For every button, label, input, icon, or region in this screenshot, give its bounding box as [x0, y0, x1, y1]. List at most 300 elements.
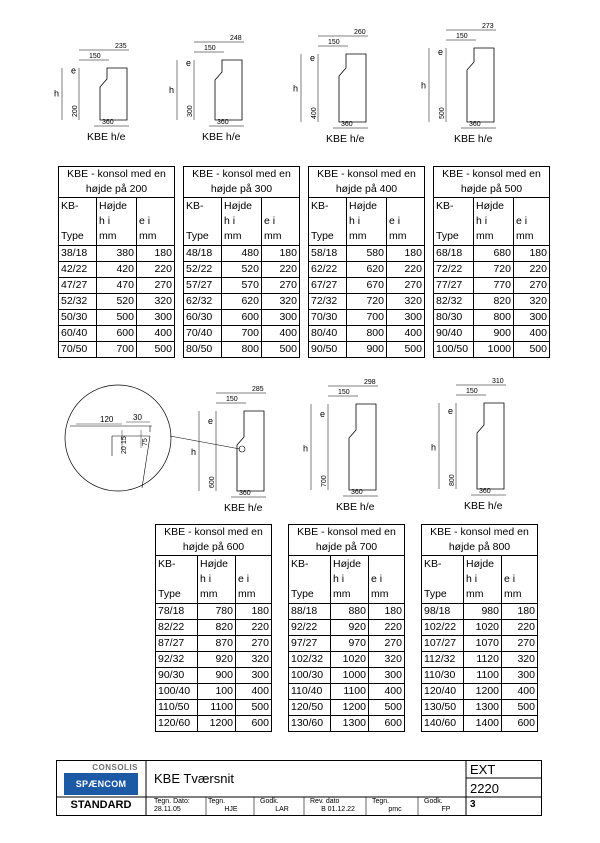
dim-150: 150 [456, 33, 468, 40]
kbe-profile [431, 378, 506, 512]
cell-type: 98/18 [422, 604, 464, 620]
profile-caption: KBE h/e [202, 131, 241, 143]
profile-caption: KBE h/e [336, 501, 375, 513]
field-label: Tegn. [372, 798, 390, 805]
cell-type: 52/22 [184, 262, 222, 278]
cell-e: 220 [514, 262, 550, 278]
cell-type: 107/27 [422, 636, 464, 652]
table-row [156, 604, 272, 620]
cell-e: 220 [262, 262, 300, 278]
col-header-height: Højde h i mm [97, 198, 137, 246]
dim-vert: 800 [449, 474, 456, 486]
cell-type: 38/18 [59, 246, 97, 262]
cell-e: 400 [514, 326, 550, 342]
field-label: Godk. [260, 798, 279, 805]
table-row [59, 246, 175, 262]
table-row [184, 246, 300, 262]
cell-type: 92/22 [289, 620, 331, 636]
table-row [184, 310, 300, 326]
cell-type: 80/50 [184, 342, 222, 358]
cell-type: 72/32 [309, 294, 347, 310]
field-value: B 01.12.22 [321, 806, 355, 813]
standard-label: STANDARD [70, 799, 132, 811]
kbe-profile [293, 29, 368, 145]
table-row [289, 620, 405, 636]
cell-type: 70/50 [59, 342, 97, 358]
cell-type: 70/30 [309, 310, 347, 326]
table-row [434, 294, 550, 310]
cell-height: 1000 [331, 668, 369, 684]
col-header-height: Højde h i mm [474, 198, 514, 246]
dim-h: h [54, 88, 60, 99]
cell-type: 47/27 [59, 278, 97, 294]
kbe-table [308, 166, 425, 358]
table-row [156, 652, 272, 668]
col-header-type: KB- Type [156, 556, 198, 604]
cell-height: 920 [331, 620, 369, 636]
cell-height: 620 [347, 262, 387, 278]
cell-type: 62/32 [184, 294, 222, 310]
cell-e: 270 [236, 636, 272, 652]
dim-vert: 400 [311, 107, 318, 119]
cell-height: 620 [222, 294, 262, 310]
cell-type: 120/60 [156, 716, 198, 732]
profile-caption: KBE h/e [87, 131, 126, 143]
table-row [59, 278, 175, 294]
dim-top: 273 [482, 23, 494, 30]
cell-height: 1200 [464, 684, 502, 700]
cell-type: 130/60 [289, 716, 331, 732]
table-row [422, 700, 538, 716]
cell-type: 110/50 [156, 700, 198, 716]
table-row [422, 636, 538, 652]
col-header-type: KB- Type [434, 198, 474, 246]
drawing-title: KBE Tværsnit [154, 771, 234, 786]
dim-e: e [186, 58, 192, 68]
col-header-type: KB- Type [309, 198, 347, 246]
cell-height: 1100 [464, 668, 502, 684]
cell-type: 80/30 [434, 310, 474, 326]
table-row [156, 684, 272, 700]
cell-e: 270 [137, 278, 175, 294]
cell-type: 140/60 [422, 716, 464, 732]
cell-type: 90/30 [156, 668, 198, 684]
dim-top: 260 [354, 29, 366, 36]
table-title: KBE - konsol med en højde på 500 [434, 167, 550, 198]
cell-type: 92/32 [156, 652, 198, 668]
dim-top: 248 [230, 35, 242, 42]
table-row [289, 668, 405, 684]
cell-e: 320 [502, 652, 538, 668]
cell-e: 320 [262, 294, 300, 310]
cell-height: 580 [347, 246, 387, 262]
cell-e: 220 [236, 620, 272, 636]
table-row [156, 620, 272, 636]
cell-e: 270 [387, 278, 425, 294]
cell-height: 100 [198, 684, 236, 700]
col-header-e: e i mm [502, 556, 538, 604]
cell-type: 90/40 [434, 326, 474, 342]
cell-e: 300 [137, 310, 175, 326]
field-value: FP [441, 806, 451, 813]
cell-e: 180 [137, 246, 175, 262]
cell-height: 1000 [474, 342, 514, 358]
table-row [156, 700, 272, 716]
table-title: KBE - konsol med en højde på 700 [289, 525, 405, 556]
table-row [59, 342, 175, 358]
cell-height: 800 [474, 310, 514, 326]
table-row [309, 342, 425, 358]
cell-e: 300 [236, 668, 272, 684]
kbe-profile [191, 386, 266, 514]
dim-150: 150 [338, 389, 350, 396]
table-row [59, 326, 175, 342]
cell-type: 80/40 [309, 326, 347, 342]
table-row [309, 326, 425, 342]
field-label: Tegn. Dato: [154, 798, 190, 805]
col-header-e: e i mm [369, 556, 405, 604]
table-row [289, 652, 405, 668]
table-row [422, 652, 538, 668]
dim-vert: 300 [187, 105, 194, 117]
cell-type: 120/50 [289, 700, 331, 716]
table-row [289, 636, 405, 652]
table-row [59, 294, 175, 310]
kbe-profile [169, 35, 244, 143]
cell-type: 67/27 [309, 278, 347, 294]
dim-150: 150 [328, 39, 340, 46]
dim-top: 235 [115, 43, 127, 50]
cell-type: 60/40 [59, 326, 97, 342]
kbe-table [58, 166, 175, 358]
cell-height: 720 [474, 262, 514, 278]
cell-height: 700 [222, 326, 262, 342]
col-header-type: KB- Type [289, 556, 331, 604]
dim-h: h [303, 443, 309, 454]
table-row [434, 278, 550, 294]
dim-h: h [293, 83, 299, 94]
dim-h: h [431, 442, 437, 453]
field-value: pmc [388, 806, 402, 813]
title-block [56, 760, 542, 816]
cell-height: 1070 [464, 636, 502, 652]
kbe-profile [303, 379, 378, 513]
cell-type: 102/22 [422, 620, 464, 636]
profile-caption: KBE h/e [454, 133, 493, 145]
profile-caption: KBE h/e [464, 500, 503, 512]
dim-base: 360 [479, 488, 491, 495]
cell-height: 780 [198, 604, 236, 620]
cell-e: 180 [236, 604, 272, 620]
cell-e: 300 [369, 668, 405, 684]
cell-e: 270 [262, 278, 300, 294]
cell-e: 600 [502, 716, 538, 732]
table-row [184, 278, 300, 294]
cell-height: 900 [347, 342, 387, 358]
cell-e: 180 [502, 604, 538, 620]
dim-base: 360 [102, 119, 114, 126]
cell-e: 220 [502, 620, 538, 636]
cell-height: 470 [97, 278, 137, 294]
cell-e: 500 [502, 700, 538, 716]
cell-height: 1200 [331, 700, 369, 716]
cell-height: 670 [347, 278, 387, 294]
cell-type: 87/27 [156, 636, 198, 652]
cell-height: 970 [331, 636, 369, 652]
cell-type: 97/27 [289, 636, 331, 652]
cell-height: 520 [222, 262, 262, 278]
dim-top: 310 [492, 378, 504, 385]
cell-type: 100/40 [156, 684, 198, 700]
field-value: HJE [224, 806, 238, 813]
dim-base: 360 [217, 119, 229, 126]
cell-e: 220 [387, 262, 425, 278]
cell-height: 1020 [464, 620, 502, 636]
dim-top: 285 [252, 386, 264, 393]
cell-height: 1120 [464, 652, 502, 668]
cell-e: 500 [137, 342, 175, 358]
table-title: KBE - konsol med en højde på 200 [59, 167, 175, 198]
cell-height: 820 [474, 294, 514, 310]
cell-height: 570 [222, 278, 262, 294]
col-header-e: e i mm [137, 198, 175, 246]
dim-h: h [191, 447, 197, 457]
cell-height: 1400 [464, 716, 502, 732]
field-value: LAR [275, 806, 289, 813]
cell-height: 520 [97, 294, 137, 310]
table-title: KBE - konsol med en højde på 300 [184, 167, 300, 198]
cell-height: 480 [222, 246, 262, 262]
cell-e: 400 [137, 326, 175, 342]
cell-height: 1200 [198, 716, 236, 732]
cell-type: 70/40 [184, 326, 222, 342]
cell-e: 600 [236, 716, 272, 732]
table-row [59, 310, 175, 326]
dim-h: h [421, 80, 427, 91]
col-header-type: KB- Type [59, 198, 97, 246]
cell-e: 600 [369, 716, 405, 732]
cell-type: 57/27 [184, 278, 222, 294]
cell-type: 110/40 [289, 684, 331, 700]
table-row [422, 716, 538, 732]
cell-height: 700 [347, 310, 387, 326]
cell-type: 88/18 [289, 604, 331, 620]
cell-height: 1300 [331, 716, 369, 732]
cell-height: 600 [97, 326, 137, 342]
drawings-row1 [0, 0, 600, 160]
table-row [289, 604, 405, 620]
kbe-table [433, 166, 550, 358]
cell-e: 300 [514, 310, 550, 326]
dim-h: h [169, 85, 175, 95]
dim-vert: 700 [321, 475, 328, 487]
detail-dim-15: 15 [121, 436, 128, 444]
detail-dim-20: 20 [121, 446, 128, 454]
table-row [184, 326, 300, 342]
table-row [289, 684, 405, 700]
dim-base: 360 [341, 121, 353, 128]
table-row [422, 668, 538, 684]
dim-e: e [310, 53, 316, 63]
cell-type: 60/30 [184, 310, 222, 326]
cell-e: 500 [514, 342, 550, 358]
cell-height: 1100 [198, 700, 236, 716]
table-row [156, 716, 272, 732]
cell-height: 920 [198, 652, 236, 668]
col-header-height: Højde h i mm [464, 556, 502, 604]
col-header-e: e i mm [514, 198, 550, 246]
dim-base: 360 [351, 489, 363, 496]
col-header-e: e i mm [262, 198, 300, 246]
table-title: KBE - konsol med en højde på 400 [309, 167, 425, 198]
detail-dim-75: 75 [142, 438, 149, 446]
cell-e: 300 [502, 668, 538, 684]
table-row [184, 262, 300, 278]
cell-e: 320 [369, 652, 405, 668]
cell-height: 1300 [464, 700, 502, 716]
detail-dim-120: 120 [100, 415, 114, 424]
table-row [434, 246, 550, 262]
cell-type: 48/18 [184, 246, 222, 262]
dim-vert: 600 [209, 476, 216, 488]
cell-e: 270 [502, 636, 538, 652]
col-header-height: Højde h i mm [222, 198, 262, 246]
kbe-table [183, 166, 300, 358]
table-row [422, 604, 538, 620]
dim-vert: 200 [72, 105, 79, 117]
cell-height: 820 [198, 620, 236, 636]
drawings-row2 [0, 370, 600, 520]
table-row [422, 684, 538, 700]
table-row [309, 310, 425, 326]
field-label: Tegn. [208, 798, 226, 805]
table-title: KBE - konsol med en højde på 600 [156, 525, 272, 556]
table-row [309, 294, 425, 310]
cell-e: 500 [369, 700, 405, 716]
dim-e: e [448, 406, 454, 416]
dim-top: 298 [364, 379, 376, 386]
logo-bottom-text: SPÆNCOM [75, 779, 127, 789]
drawing-code: EXT [470, 762, 496, 777]
cell-height: 380 [97, 246, 137, 262]
cell-type: 77/27 [434, 278, 474, 294]
cell-e: 320 [137, 294, 175, 310]
kbe-profile [54, 43, 129, 143]
cell-e: 400 [502, 684, 538, 700]
dim-150: 150 [89, 53, 101, 60]
cell-height: 600 [222, 310, 262, 326]
cell-height: 700 [97, 342, 137, 358]
cell-height: 800 [222, 342, 262, 358]
table-row [434, 262, 550, 278]
table-row [309, 262, 425, 278]
cell-e: 500 [387, 342, 425, 358]
cell-height: 980 [464, 604, 502, 620]
table-row [422, 620, 538, 636]
dim-base: 360 [239, 490, 251, 497]
cell-type: 50/30 [59, 310, 97, 326]
table-row [309, 246, 425, 262]
cell-e: 220 [137, 262, 175, 278]
profile-caption: KBE h/e [224, 502, 263, 514]
cell-e: 180 [387, 246, 425, 262]
cell-e: 180 [369, 604, 405, 620]
cell-type: 78/18 [156, 604, 198, 620]
cell-type: 52/32 [59, 294, 97, 310]
profile-caption: KBE h/e [326, 133, 365, 145]
cell-type: 72/22 [434, 262, 474, 278]
cell-type: 100/30 [289, 668, 331, 684]
table-row [59, 262, 175, 278]
cell-e: 320 [514, 294, 550, 310]
cell-e: 270 [369, 636, 405, 652]
field-value: 28.11.05 [154, 806, 181, 813]
col-header-height: Højde h i mm [198, 556, 236, 604]
table-row [184, 294, 300, 310]
cell-height: 420 [97, 262, 137, 278]
dim-e: e [438, 47, 444, 57]
cell-e: 180 [262, 246, 300, 262]
col-header-e: e i mm [387, 198, 425, 246]
cell-height: 720 [347, 294, 387, 310]
col-header-type: KB- Type [184, 198, 222, 246]
table-row [434, 326, 550, 342]
kbe-table [155, 524, 272, 732]
cell-height: 680 [474, 246, 514, 262]
col-header-height: Højde h i mm [331, 556, 369, 604]
kbe-table [421, 524, 538, 732]
sheet-number: 3 [470, 799, 476, 810]
cell-type: 112/32 [422, 652, 464, 668]
cell-height: 500 [97, 310, 137, 326]
cell-type: 110/30 [422, 668, 464, 684]
cell-type: 130/50 [422, 700, 464, 716]
table-title: KBE - konsol med en højde på 800 [422, 525, 538, 556]
dim-e: e [320, 409, 326, 419]
cell-type: 100/50 [434, 342, 474, 358]
table-row [184, 342, 300, 358]
cell-e: 180 [514, 246, 550, 262]
table-row [156, 636, 272, 652]
cell-height: 900 [198, 668, 236, 684]
cell-e: 270 [514, 278, 550, 294]
cell-height: 800 [347, 326, 387, 342]
dim-vert: 500 [439, 107, 446, 119]
cell-e: 300 [387, 310, 425, 326]
dim-e: e [208, 416, 214, 426]
dim-150: 150 [204, 45, 216, 52]
dim-base: 360 [469, 121, 481, 128]
col-header-type: KB- Type [422, 556, 464, 604]
table-row [156, 668, 272, 684]
cell-type: 68/18 [434, 246, 474, 262]
cell-e: 400 [236, 684, 272, 700]
dim-150: 150 [466, 388, 478, 395]
col-header-height: Højde h i mm [347, 198, 387, 246]
table-row [289, 700, 405, 716]
field-label: Rev. dato [310, 798, 340, 805]
detail-circle [65, 385, 240, 491]
table-row [434, 310, 550, 326]
cell-e: 400 [369, 684, 405, 700]
kbe-profile [421, 23, 496, 145]
cell-e: 320 [387, 294, 425, 310]
cell-e: 500 [236, 700, 272, 716]
cell-e: 500 [262, 342, 300, 358]
field-label: Godk. [424, 798, 443, 805]
cell-height: 900 [474, 326, 514, 342]
cell-e: 220 [369, 620, 405, 636]
